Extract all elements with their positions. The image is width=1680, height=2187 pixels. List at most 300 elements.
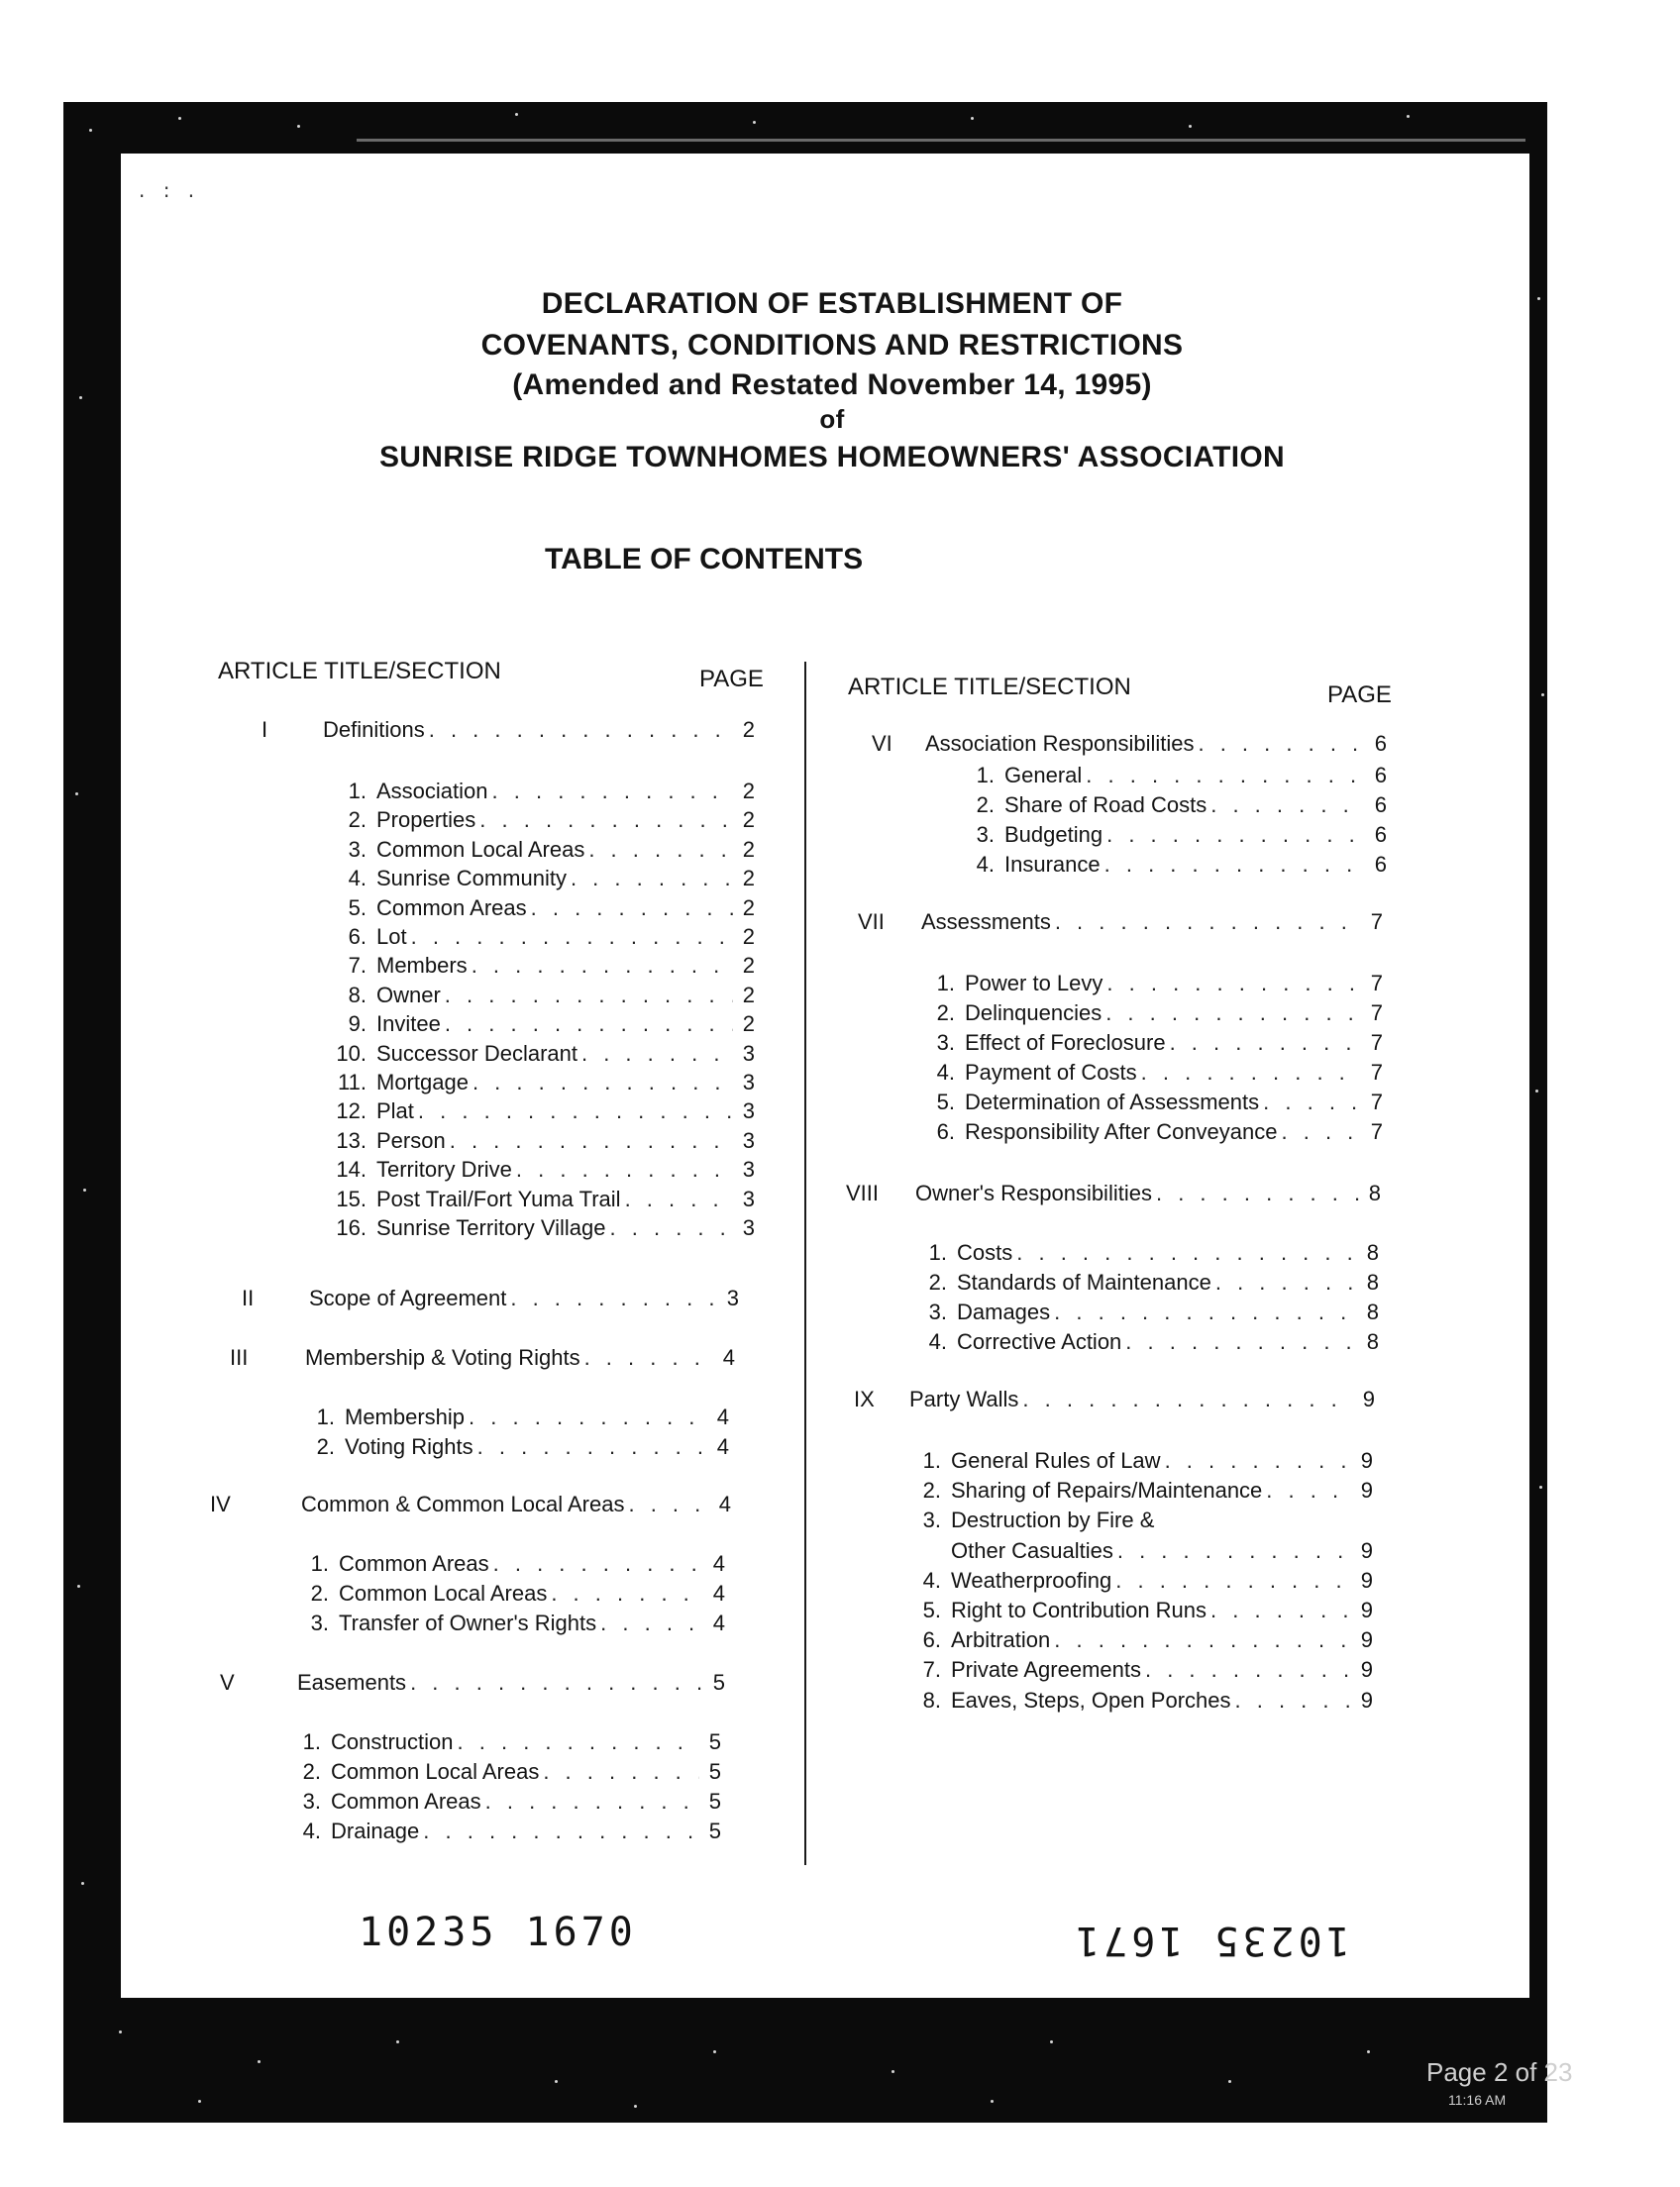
section-title: Owner <box>376 982 441 1007</box>
section-row <box>311 895 755 921</box>
section-title: Post Trail/Fort Yuma Trail <box>376 1186 621 1211</box>
section-title: Common Areas <box>339 1551 489 1576</box>
section-row <box>903 971 1383 996</box>
dot-leader <box>1055 909 1361 935</box>
section-title: Weatherproofing <box>951 1567 1112 1593</box>
article-page: 6 <box>1374 731 1387 756</box>
section-title: Share of Road Costs <box>1004 792 1208 817</box>
article-page: 5 <box>712 1670 725 1695</box>
scan-noise <box>1189 125 1192 128</box>
section-title: Arbitration <box>951 1627 1051 1653</box>
article-row-a6 <box>925 731 1387 757</box>
section-page: 2 <box>742 836 755 862</box>
section-title: Sunrise Community <box>376 866 567 891</box>
dot-leader <box>493 1551 703 1577</box>
article-page: 2 <box>742 717 755 742</box>
section-page: 2 <box>742 953 755 979</box>
section-page: 9 <box>1360 1598 1373 1622</box>
section-number: 4. <box>936 1060 955 1085</box>
article-title: Scope of Agreement <box>309 1286 507 1310</box>
section-number: 3. <box>348 836 367 862</box>
dot-leader <box>477 1434 707 1460</box>
dot-leader <box>1198 731 1365 757</box>
section-page: 6 <box>1374 792 1387 817</box>
dot-leader <box>1115 1568 1351 1594</box>
dot-leader <box>1086 763 1365 788</box>
scan-noise <box>634 2105 637 2108</box>
section-number: 4. <box>302 1819 321 1843</box>
article-roman-a5: V <box>220 1670 235 1695</box>
article-title: Association Responsibilities <box>925 731 1195 756</box>
section-page: 4 <box>716 1405 729 1429</box>
scan-noise <box>1537 297 1540 300</box>
section-row <box>903 1060 1383 1086</box>
dot-leader <box>445 1011 733 1037</box>
section-title: Invitee <box>376 1011 441 1037</box>
dot-leader <box>1016 1240 1357 1266</box>
section-title: Lot <box>376 924 407 949</box>
section-row <box>892 852 1387 878</box>
section-number: 2. <box>976 792 995 817</box>
section-page: 6 <box>1374 763 1387 787</box>
section-number: 1. <box>976 763 995 787</box>
section-number: 14. <box>336 1157 367 1183</box>
section-page: 4 <box>716 1434 729 1459</box>
section-number: 1. <box>922 1448 941 1473</box>
dot-leader <box>423 1819 699 1844</box>
dot-leader <box>1106 822 1365 848</box>
dot-leader <box>1022 1387 1353 1412</box>
title-line-3: (Amended and Restated November 14, 1995) <box>512 368 1152 401</box>
section-title: General Rules of Law <box>951 1448 1161 1473</box>
section-number: 8. <box>348 982 367 1007</box>
section-number: 6. <box>936 1119 955 1144</box>
dot-leader <box>411 924 733 950</box>
section-page: 3 <box>742 1215 755 1240</box>
section-row <box>890 1688 1373 1714</box>
section-number: 7. <box>348 953 367 979</box>
section-number: 2. <box>316 1434 335 1459</box>
section-title: Members <box>376 953 468 979</box>
scan-noise <box>83 1189 86 1192</box>
section-number: 5. <box>922 1598 941 1622</box>
section-title: Destruction by Fire & <box>951 1508 1155 1533</box>
section-page: 2 <box>742 807 755 833</box>
section-page: 8 <box>1366 1329 1379 1354</box>
section-page: 7 <box>1370 1030 1383 1055</box>
scan-noise <box>79 396 82 399</box>
section-page: 7 <box>1370 971 1383 995</box>
document-number-left: 10235 1670 <box>359 1910 637 1955</box>
scan-noise <box>555 2080 558 2083</box>
section-page: 6 <box>1374 822 1387 847</box>
section-title: Effect of Foreclosure <box>965 1030 1166 1055</box>
section-row <box>287 1405 729 1430</box>
section-title: Sharing of Repairs/Maintenance <box>951 1478 1263 1504</box>
section-row <box>895 1329 1379 1355</box>
section-number: 1. <box>928 1240 947 1265</box>
section-page: 5 <box>708 1819 721 1843</box>
section-page: 7 <box>1370 1060 1383 1085</box>
dot-leader <box>581 1041 733 1067</box>
section-page: 3 <box>742 1186 755 1211</box>
section-row <box>895 1300 1379 1325</box>
dot-leader <box>531 895 733 921</box>
section-title: Damages <box>957 1300 1051 1324</box>
section-number: 6. <box>922 1627 941 1653</box>
section-row <box>890 1508 1373 1533</box>
dot-leader <box>1156 1181 1359 1206</box>
title-line-4: of <box>819 404 845 434</box>
dot-leader <box>588 837 733 863</box>
dot-leader <box>469 1405 707 1430</box>
section-row <box>890 1538 1373 1564</box>
section-title: Responsibility After Conveyance <box>965 1119 1278 1144</box>
section-page: 2 <box>742 866 755 891</box>
scan-noise <box>297 125 300 128</box>
section-title: Corrective Action <box>957 1329 1122 1354</box>
section-page: 7 <box>1370 1090 1383 1114</box>
section-number: 4. <box>922 1567 941 1593</box>
section-number: 4. <box>348 866 367 891</box>
toc-title: TABLE OF CONTENTS <box>545 543 864 575</box>
section-page: 2 <box>742 982 755 1007</box>
scan-noise <box>119 2031 122 2033</box>
section-title: Common Local Areas <box>331 1759 540 1784</box>
article-roman-a8: VIII <box>846 1181 880 1205</box>
section-page: 9 <box>1360 1627 1373 1653</box>
section-page: 9 <box>1360 1657 1373 1683</box>
section-number: 8. <box>922 1687 941 1713</box>
section-row <box>311 1041 755 1067</box>
article-row-a7 <box>921 909 1383 935</box>
section-row <box>903 1090 1383 1115</box>
dot-leader <box>551 1581 703 1607</box>
section-number: 13. <box>336 1127 367 1153</box>
section-row <box>311 1128 755 1154</box>
section-page: 4 <box>712 1611 725 1635</box>
section-number: 3. <box>936 1030 955 1055</box>
section-row <box>281 1551 725 1577</box>
section-title: Insurance <box>1004 852 1101 877</box>
right-article-heading: ARTICLE TITLE/SECTION <box>848 674 1131 700</box>
section-number: 2. <box>922 1478 941 1504</box>
dot-leader <box>445 983 733 1008</box>
section-title: Common Local Areas <box>376 836 585 862</box>
section-title: Power to Levy <box>965 971 1103 995</box>
section-page: 5 <box>708 1729 721 1754</box>
section-number: 12. <box>336 1098 367 1124</box>
section-title: Private Agreements <box>951 1657 1141 1683</box>
section-title: Costs <box>957 1240 1013 1265</box>
section-title: Plat <box>376 1098 414 1124</box>
section-page: 3 <box>742 1157 755 1183</box>
dot-leader <box>510 1286 717 1311</box>
scan-noise <box>892 2070 894 2073</box>
scan-noise <box>753 121 756 124</box>
scan-noise <box>178 117 181 120</box>
section-number: 10. <box>336 1040 367 1066</box>
article-page: 4 <box>718 1492 731 1516</box>
section-title: Common Local Areas <box>339 1581 548 1606</box>
section-row <box>890 1627 1373 1653</box>
section-row <box>890 1657 1373 1683</box>
section-row <box>311 924 755 950</box>
section-title: Common Areas <box>331 1789 481 1814</box>
title-line-2: COVENANTS, CONDITIONS AND RESTRICTIONS <box>480 329 1184 362</box>
section-page: 8 <box>1366 1300 1379 1324</box>
scan-noise <box>1228 2080 1231 2083</box>
article-row-a9 <box>909 1387 1375 1412</box>
section-row <box>892 822 1387 848</box>
section-row <box>890 1598 1373 1623</box>
section-page: 5 <box>708 1759 721 1784</box>
section-page: 2 <box>742 894 755 920</box>
section-row <box>287 1434 729 1460</box>
dot-leader <box>479 807 733 833</box>
scan-noise <box>1535 1090 1538 1093</box>
article-title: Common & Common Local Areas <box>301 1492 625 1516</box>
section-title: Construction <box>331 1729 454 1754</box>
section-title: Territory Drive <box>376 1157 512 1183</box>
article-page: 3 <box>726 1286 739 1310</box>
dot-leader <box>1170 1030 1361 1056</box>
section-page: 2 <box>742 779 755 803</box>
article-page: 7 <box>1370 909 1383 934</box>
section-number: 1. <box>936 971 955 995</box>
section-page: 7 <box>1370 1119 1383 1144</box>
article-row-a8 <box>915 1181 1381 1206</box>
section-page: 9 <box>1360 1478 1373 1504</box>
article-title: Owner's Responsibilities <box>915 1181 1152 1205</box>
article-roman-a7: VII <box>858 909 885 934</box>
section-page: 8 <box>1366 1240 1379 1265</box>
title-line-1: DECLARATION OF ESTABLISHMENT OF <box>541 287 1123 320</box>
dot-leader <box>571 866 733 891</box>
article-roman-a6: VI <box>872 731 892 756</box>
article-roman-a9: IX <box>854 1387 875 1411</box>
scan-noise <box>991 2100 994 2103</box>
section-page: 9 <box>1360 1537 1373 1563</box>
section-row <box>903 1119 1383 1145</box>
section-row <box>890 1448 1373 1474</box>
dot-leader <box>410 1670 703 1696</box>
section-page: 6 <box>1374 852 1387 877</box>
scan-noise <box>1407 115 1410 118</box>
scan-noise <box>198 2100 201 2103</box>
article-page: 9 <box>1362 1387 1375 1411</box>
section-row <box>311 1098 755 1124</box>
section-row <box>311 779 755 804</box>
section-title: Eaves, Steps, Open Porches <box>951 1687 1231 1713</box>
section-row <box>311 1215 755 1241</box>
article-roman-a3: III <box>230 1345 249 1370</box>
section-row <box>892 763 1387 788</box>
scan-noise <box>258 2060 261 2063</box>
section-number: 6. <box>348 924 367 949</box>
left-article-heading: ARTICLE TITLE/SECTION <box>218 658 501 684</box>
section-number: 5. <box>348 894 367 920</box>
scan-artifact-line <box>357 139 1525 142</box>
article-title: Easements <box>297 1670 407 1695</box>
section-number: 16. <box>336 1215 367 1240</box>
scan-noise <box>971 117 974 120</box>
section-number: 15. <box>336 1186 367 1211</box>
section-page: 2 <box>742 1011 755 1037</box>
section-page: 9 <box>1360 1448 1373 1473</box>
article-title: Party Walls <box>909 1387 1019 1411</box>
section-title: Person <box>376 1127 446 1153</box>
section-title: Successor Declarant <box>376 1040 578 1066</box>
section-row <box>311 1187 755 1212</box>
section-number: 9. <box>348 1011 367 1037</box>
article-roman-a1: I <box>262 717 268 742</box>
dot-leader <box>1263 1090 1361 1115</box>
section-row <box>311 1157 755 1183</box>
section-row <box>273 1789 721 1815</box>
section-number: 1. <box>316 1405 335 1429</box>
dot-leader <box>628 1492 709 1517</box>
right-page-heading: PAGE <box>1327 681 1392 708</box>
dot-leader <box>1106 971 1361 996</box>
scan-noise <box>515 113 518 116</box>
section-number: 2. <box>348 807 367 833</box>
section-title: Right to Contribution Runs <box>951 1598 1208 1622</box>
section-title: Association <box>376 779 488 803</box>
section-row <box>892 792 1387 818</box>
scan-noise <box>1050 2040 1053 2043</box>
dot-leader <box>450 1128 733 1154</box>
section-number: 1. <box>348 779 367 803</box>
article-page: 8 <box>1368 1181 1381 1205</box>
scan-specks: . : . <box>139 178 201 202</box>
dot-leader <box>1105 1000 1361 1026</box>
article-title: Definitions <box>323 717 425 742</box>
section-title: Delinquencies <box>965 1000 1102 1025</box>
section-row <box>311 807 755 833</box>
dot-leader <box>472 953 733 979</box>
section-title: Drainage <box>331 1819 420 1843</box>
dot-leader <box>543 1759 699 1785</box>
section-title: Mortgage <box>376 1070 469 1094</box>
dot-leader <box>516 1157 733 1183</box>
section-page: 7 <box>1370 1000 1383 1025</box>
section-title: Sunrise Territory Village <box>376 1215 606 1240</box>
article-row-a2 <box>309 1286 739 1311</box>
section-page: 9 <box>1360 1567 1373 1593</box>
title-line-5: SUNRISE RIDGE TOWNHOMES HOMEOWNERS' ASSOCIATION <box>378 441 1286 473</box>
section-number: 3. <box>310 1611 329 1635</box>
dot-leader <box>610 1215 733 1241</box>
article-roman-a4: IV <box>210 1492 231 1516</box>
article-roman-a2: II <box>242 1286 255 1310</box>
section-row <box>895 1270 1379 1296</box>
dot-leader <box>1282 1119 1362 1145</box>
section-row <box>273 1729 721 1755</box>
dot-leader <box>418 1098 733 1124</box>
section-row <box>311 1070 755 1095</box>
article-page: 4 <box>722 1345 735 1370</box>
section-page: 3 <box>742 1040 755 1066</box>
timestamp: 11:16 AM <box>1448 2092 1507 2108</box>
document-number-right-text: 10235 1671 <box>1072 1918 1350 1963</box>
scan-noise <box>75 792 78 795</box>
section-page: 9 <box>1360 1687 1373 1713</box>
dot-leader <box>1235 1688 1352 1714</box>
section-row <box>273 1819 721 1844</box>
section-page: 5 <box>708 1789 721 1814</box>
dot-leader <box>492 779 733 804</box>
section-number: 1. <box>302 1729 321 1754</box>
section-row <box>895 1240 1379 1266</box>
document-number-right <box>1072 1918 1350 1963</box>
scan-noise <box>1541 693 1544 696</box>
dot-leader <box>584 1345 713 1371</box>
section-row <box>903 1000 1383 1026</box>
section-title: Payment of Costs <box>965 1060 1137 1085</box>
section-number: 4. <box>976 852 995 877</box>
section-row <box>311 866 755 891</box>
article-row-a3 <box>305 1345 735 1371</box>
article-title: Membership & Voting Rights <box>305 1345 580 1370</box>
scan-noise <box>89 129 92 132</box>
dot-leader <box>1117 1538 1351 1564</box>
section-row <box>903 1030 1383 1056</box>
page-indicator: Page 2 of 23 <box>1426 2057 1573 2087</box>
dot-leader <box>1266 1478 1351 1504</box>
article-row-a1 <box>323 717 755 743</box>
dot-leader <box>472 1070 733 1095</box>
scan-noise <box>1539 1486 1542 1489</box>
section-number: 11. <box>338 1070 367 1094</box>
scan-noise <box>81 1882 84 1885</box>
dot-leader <box>429 717 733 743</box>
section-number: 2. <box>310 1581 329 1606</box>
section-number: 3. <box>976 822 995 847</box>
section-number: 3. <box>302 1789 321 1814</box>
section-page: 3 <box>742 1098 755 1124</box>
section-number: 2. <box>302 1759 321 1784</box>
section-row <box>890 1478 1373 1504</box>
section-title: Transfer of Owner's Rights <box>339 1611 597 1635</box>
scan-noise <box>713 2050 716 2053</box>
section-page: 4 <box>712 1581 725 1606</box>
section-number: 2. <box>928 1270 947 1295</box>
section-row <box>311 1011 755 1037</box>
section-title: Determination of Assessments <box>965 1090 1260 1114</box>
scan-noise <box>1367 2050 1370 2053</box>
article-row-a4 <box>301 1492 731 1517</box>
article-row-a5 <box>297 1670 725 1696</box>
section-number: 7. <box>922 1657 941 1683</box>
article-title: Assessments <box>921 909 1051 934</box>
dot-leader <box>600 1611 703 1636</box>
section-page: 4 <box>712 1551 725 1576</box>
scan-noise <box>396 2040 399 2043</box>
section-title: Voting Rights <box>345 1434 473 1459</box>
section-title: General <box>1004 763 1083 787</box>
section-row <box>311 953 755 979</box>
section-row <box>890 1568 1373 1594</box>
dot-leader <box>1165 1448 1351 1474</box>
section-title: Properties <box>376 807 476 833</box>
dot-leader <box>1145 1657 1351 1683</box>
section-page: 3 <box>742 1070 755 1094</box>
dot-leader <box>625 1187 733 1212</box>
section-row <box>311 983 755 1008</box>
section-number: 5. <box>936 1090 955 1114</box>
section-title: Other Casualties <box>951 1537 1113 1563</box>
